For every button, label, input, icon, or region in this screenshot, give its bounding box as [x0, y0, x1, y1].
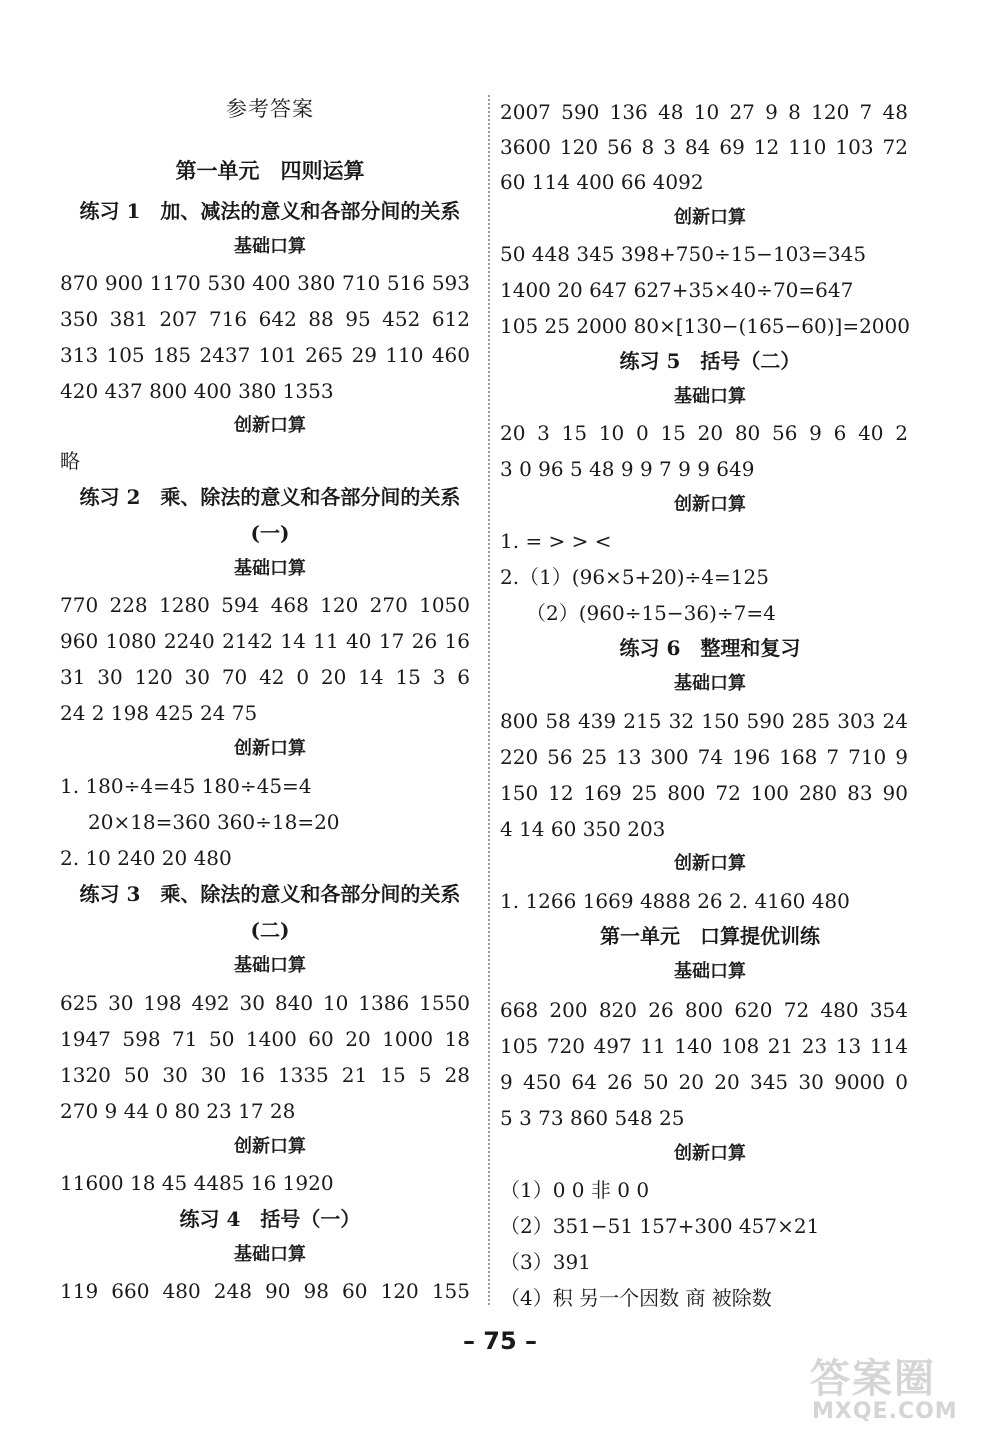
ex5-innovation-heading: 创新口算 [674, 494, 746, 515]
exercise-2-title: 练习 2 乘、除法的意义和各部分间的关系 [79, 485, 461, 509]
ex4-innovation-heading: 创新口算 [674, 207, 746, 228]
ex2-innovation-line: 1. 180÷4=45 180÷45=4 [60, 774, 312, 798]
training-innovation-line: （3）391 [500, 1250, 591, 1274]
ex3-innovation-answer: 11600 18 45 4485 16 1920 [60, 1171, 334, 1195]
ex3-innovation-heading: 创新口算 [234, 1136, 306, 1157]
ex2-innovation-heading: 创新口算 [234, 738, 306, 759]
watermark-text: 答案圈 [810, 1356, 936, 1402]
training-innovation-line: （4）积 另一个因数 商 被除数 [500, 1286, 772, 1310]
ex4-answer-line: 2007 590 136 48 10 27 9 8 120 7 48 [500, 100, 908, 124]
ex4-basic-heading: 基础口算 [234, 1244, 306, 1265]
ex5-answer-line: 20 3 15 10 0 15 20 80 56 9 6 40 2 [500, 421, 908, 445]
ex4-innovation-line: 105 25 2000 80×[130−(165−60)]=2000 [500, 314, 910, 338]
ex4-innovation-line: 50 448 345 398+750÷15−103=345 [500, 242, 867, 266]
training-answer-line: 5 3 73 860 548 25 [500, 1106, 685, 1130]
unit-heading: 第一单元 四则运算 [175, 158, 365, 183]
column-divider [488, 95, 490, 1305]
ex3-answer-line: 1320 50 30 30 16 1335 21 15 5 28 [60, 1063, 470, 1087]
training-basic-heading: 基础口算 [674, 961, 746, 982]
ex6-innovation-heading: 创新口算 [674, 853, 746, 874]
ex5-answer-line: 3 0 96 5 48 9 9 7 9 9 649 [500, 457, 755, 481]
exercise-6-title: 练习 6 整理和复习 [619, 636, 801, 660]
ex4-answer-line: 60 114 400 66 4092 [500, 170, 704, 194]
ex1-basic-heading: 基础口算 [234, 236, 306, 257]
ex6-answer-line: 4 14 60 350 203 [500, 817, 666, 841]
training-innovation-line: （2）351−51 157+300 457×21 [500, 1214, 820, 1238]
ex1-answer-line: 420 437 800 400 380 1353 [60, 379, 334, 403]
training-innovation-heading: 创新口算 [674, 1143, 746, 1164]
page-title: 参考答案 [226, 97, 314, 121]
ex1-answer-line: 350 381 207 716 642 88 95 452 612 [60, 307, 470, 331]
training-answer-line: 9 450 64 26 50 20 20 345 30 9000 0 [500, 1070, 908, 1094]
ex1-innovation-answer: 略 [60, 449, 80, 473]
ex4-answer-line: 119 660 480 248 90 98 60 120 155 [60, 1279, 470, 1303]
ex2-basic-heading: 基础口算 [234, 558, 306, 579]
exercise-3-part: (二) [250, 918, 290, 942]
ex1-innovation-heading: 创新口算 [234, 415, 306, 436]
ex4-innovation-line: 1400 20 647 627+35×40÷70=647 [500, 278, 854, 302]
ex5-innovation-line: （2）(960÷15−36)÷7=4 [526, 601, 776, 625]
ex4-answer-line: 3600 120 56 8 3 84 69 12 110 103 72 [500, 135, 908, 159]
ex2-answer-line: 770 228 1280 594 468 120 270 1050 [60, 593, 470, 617]
training-innovation-line: （1）0 0 非 0 0 [500, 1178, 650, 1202]
ex3-answer-line: 270 9 44 0 80 23 17 28 [60, 1099, 296, 1123]
exercise-3-title: 练习 3 乘、除法的意义和各部分间的关系 [79, 882, 461, 906]
ex6-answer-line: 150 12 169 25 800 72 100 280 83 90 [500, 781, 908, 805]
ex1-answer-line: 870 900 1170 530 400 380 710 516 593 [60, 271, 470, 295]
unit-training-heading: 第一单元 口算提优训练 [600, 924, 820, 948]
ex2-answer-line: 31 30 120 30 70 42 0 20 14 15 3 6 [60, 665, 470, 689]
exercise-1-title: 练习 1 加、减法的意义和各部分间的关系 [79, 199, 461, 223]
ex5-basic-heading: 基础口算 [674, 386, 746, 407]
watermark-logo [790, 1345, 1000, 1431]
ex3-basic-heading: 基础口算 [234, 955, 306, 976]
ex3-answer-line: 1947 598 71 50 1400 60 20 1000 18 [60, 1027, 470, 1051]
ex6-answer-line: 800 58 439 215 32 150 590 285 303 24 [500, 709, 908, 733]
ex2-innovation-line: 2. 10 240 20 480 [60, 846, 232, 870]
exercise-5-title: 练习 5 括号（二） [619, 349, 801, 373]
watermark-url: MXQE.COM [812, 1399, 958, 1424]
ex2-innovation-line: 20×18=360 360÷18=20 [88, 810, 340, 834]
ex2-answer-line: 960 1080 2240 2142 14 11 40 17 26 16 [60, 629, 470, 653]
ex5-innovation-line: 2.（1）(96×5+20)÷4=125 [500, 565, 769, 589]
exercise-4-title: 练习 4 括号（一） [179, 1207, 361, 1231]
ex6-innovation-answer: 1. 1266 1669 4888 26 2. 4160 480 [500, 889, 850, 913]
ex6-basic-heading: 基础口算 [674, 673, 746, 694]
page-number: – 75 – [462, 1327, 538, 1355]
ex3-answer-line: 625 30 198 492 30 840 10 1386 1550 [60, 991, 470, 1015]
ex1-answer-line: 313 105 185 2437 101 265 29 110 460 [60, 343, 470, 367]
training-answer-line: 105 720 497 11 140 108 21 23 13 114 [500, 1034, 908, 1058]
ex5-innovation-line: 1. = > > < [500, 529, 612, 553]
exercise-2-part: (一) [250, 521, 290, 545]
ex2-answer-line: 24 2 198 425 24 75 [60, 701, 258, 725]
ex6-answer-line: 220 56 25 13 300 74 196 168 7 710 9 [500, 745, 908, 769]
training-answer-line: 668 200 820 26 800 620 72 480 354 [500, 998, 908, 1022]
